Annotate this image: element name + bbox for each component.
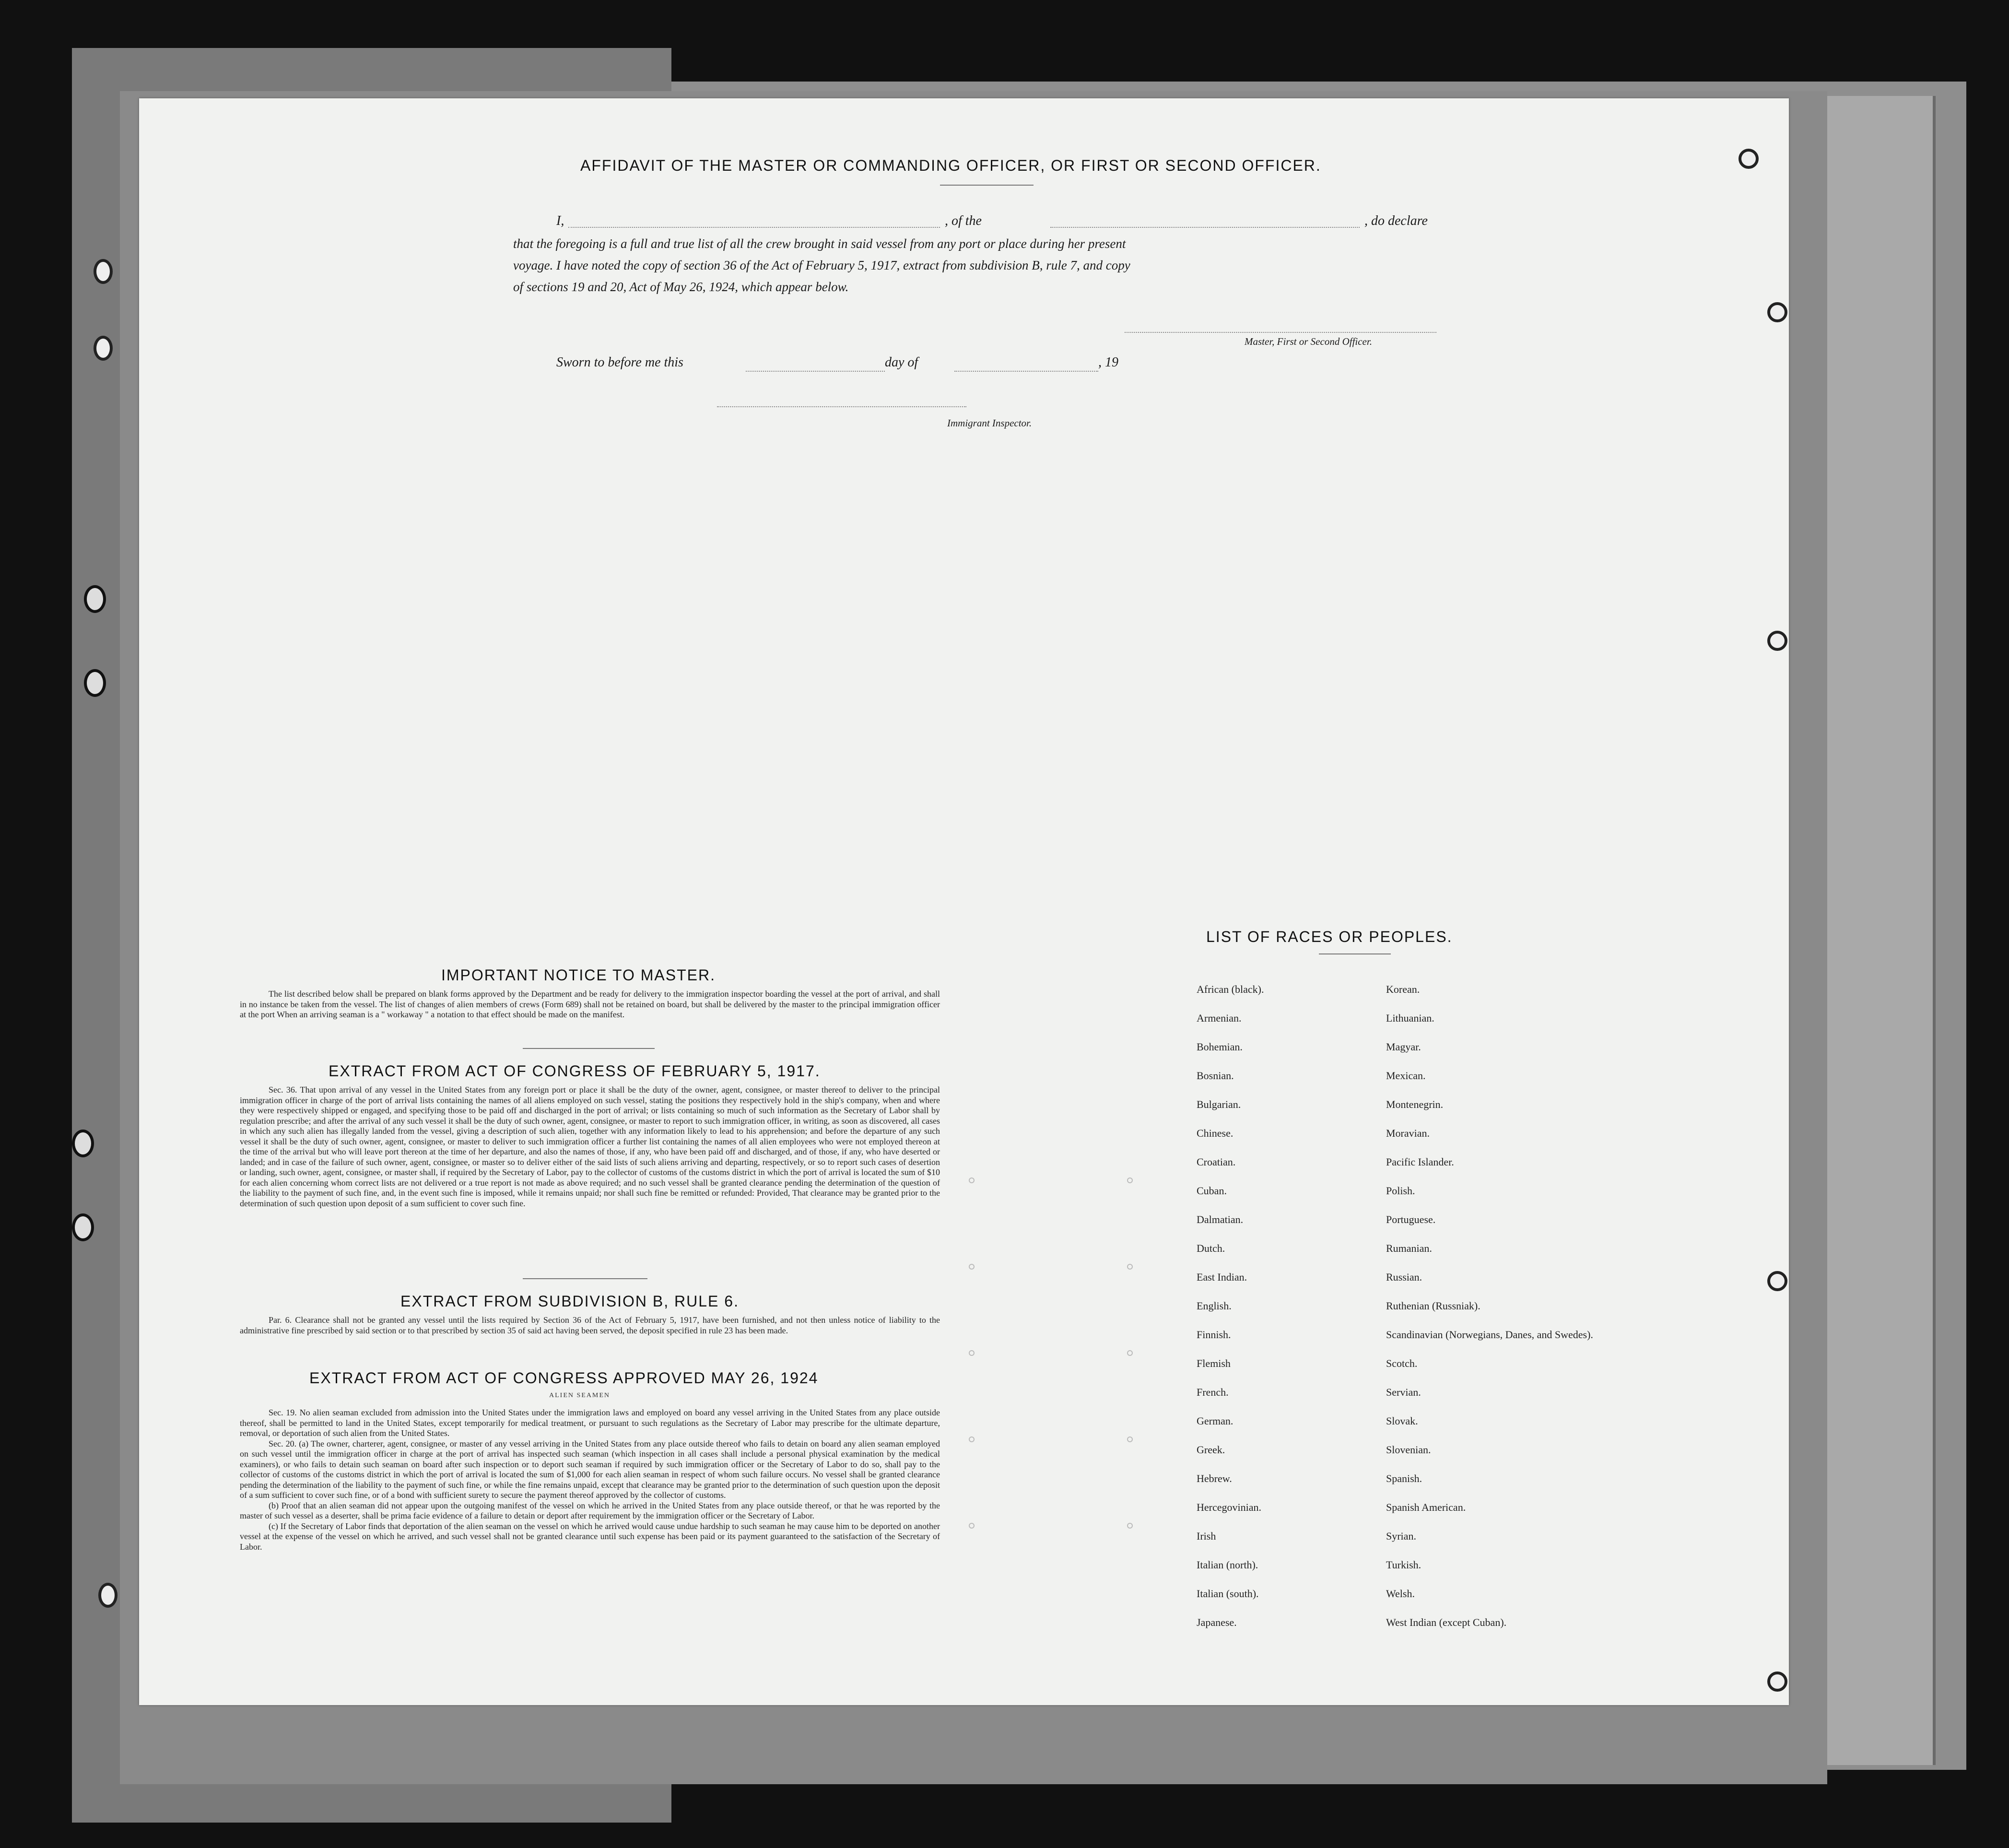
race-list-item: Magyar. xyxy=(1386,1041,1421,1053)
subdivision-text xyxy=(240,1315,940,1336)
sec-20a-paragraph: Sec. 20. (a) The owner, charterer, agent, consignee, or master of any vessel arriving in the United States from any place outside thereof who fails to detain on board any alien seaman employed on such vessel until the immigration officer in charge at the port of arrival has inspected such seaman (which inspection in all cases shall include a personal physical examination by the medical examiners), or who fails to detain such seaman on board after such inspection or to deport such seaman if required by such immigration officer or the Secretary of Labor to do so, shall pay to the collector of customs of the customs district in which the port of arrival is located the sum of $1,000 for each alien seaman in respect of whom such failure occurs. No vessel shall be granted clearance pending the determination of the liability to the payment of such fine, or while the fine remains unpaid, except that clearance may be granted prior to the determination of such question upon the deposit of a sum sufficient to cover such fine, or of a bond with sufficient surety to secure the payment thereof approved by the collector of customs. xyxy=(240,1438,940,1500)
page-hole-icon xyxy=(1767,302,1787,322)
sec-36-paragraph: Sec. 36. That upon arrival of any vessel in the United States from any foreign port or place it shall be the duty of the owner, agent, consignee, or master thereof to deliver to the principal immigration officer in charge of the port of arrival lists containing the names of all aliens employed on such vessel, stating the positions they respectively hold in the ship's company, when and where they were respectively shipped or engaged, and specifying those to be paid off and discharged in the port of arrival; or lists containing so much of such information as the Secretary of Labor shall by regulation prescribe; and after the arrival of any such vessel it shall be the duty of such owner, agent, consignee, or master to report to such immigration officer, in writing, as soon as discovered, all cases in which any such alien has illegally landed from the vessel, giving a description of such alien, together with any information likely to lead to his apprehension; and before the departure of any such vessel it shall be the duty of such owner, agent, consignee, or master to deliver to such immigration officer a further list containing the names of all alien employees who were not employed thereon at the time of the arrival but who will leave port thereon at the time of her departure, and also the names of those, if any, who have been paid off and discharged, and of those, if any, who have deserted or landed; and in case of the failure of such owner, agent, consignee, or master so to deliver either of the said lists of such aliens arriving and departing, respectively, or so to report such cases of desertion or landing, such owner, agent, consignee, or master shall, if required by the Secretary of Labor, pay to the collector of customs of the customs district in which the port of arrival is located the sum of $10 for each alien concerning whom correct lists are not delivered or a true report is not made as above required; and no such vessel shall be granted clearance pending the determination of the question of the liability to the payment of such fine, and, in the event such fine is imposed, while it remains unpaid; nor shall such fine be remitted or refunded: Provided, That clearance may be granted prior to the determination of such question upon deposit of a sum sufficient to cover such fine. xyxy=(240,1085,940,1208)
races-list-left xyxy=(1197,983,1379,1645)
race-list-item: Bulgarian. xyxy=(1197,1098,1241,1110)
race-list-item: Chinese. xyxy=(1197,1127,1234,1139)
race-list-item: Italian (south). xyxy=(1197,1588,1259,1600)
race-list-item: Slovenian. xyxy=(1386,1444,1431,1456)
faint-mark xyxy=(1127,1264,1133,1270)
races-list-right xyxy=(1386,983,1626,1645)
subdivision-title: EXTRACT FROM SUBDIVISION B, RULE 6. xyxy=(400,1293,739,1310)
sworn-month-blank xyxy=(954,371,1098,372)
race-list-item: Japanese. xyxy=(1197,1616,1237,1628)
section-divider xyxy=(523,1278,647,1279)
race-list-item: Russian. xyxy=(1386,1271,1422,1283)
race-list-item: East Indian. xyxy=(1197,1271,1247,1283)
binder-hole-icon xyxy=(84,669,106,697)
sec-20c-paragraph: (c) If the Secretary of Labor finds that deportation of the alien seaman on the vessel on which he arrived would cause undue hardship to such seaman he may cause him to be deported on another vessel at the expense of the vessel on which he arrived, and such vessel shall not be granted clearance until such expense has been paid or its payment guaranteed to the satisfaction of the Secretary of Labor. xyxy=(240,1521,940,1552)
race-list-item: Spanish. xyxy=(1386,1472,1422,1484)
races-title: LIST OF RACES OR PEOPLES. xyxy=(1206,928,1453,945)
race-list-item: Montenegrin. xyxy=(1386,1098,1444,1110)
inspector-signature-blank xyxy=(717,406,966,407)
race-list-item: Flemish xyxy=(1197,1357,1231,1369)
race-list-item: French. xyxy=(1197,1386,1229,1398)
document-page xyxy=(139,98,1789,1705)
faint-mark xyxy=(969,1177,975,1183)
races-title-underline xyxy=(1319,953,1391,954)
alien-seamen-subtitle: ALIEN SEAMEN xyxy=(549,1392,611,1399)
race-list-item: English. xyxy=(1197,1300,1232,1312)
race-list-item: Italian (north). xyxy=(1197,1559,1258,1571)
title-underline xyxy=(940,185,1034,186)
name-blank xyxy=(568,227,940,228)
race-list-item: Dalmatian. xyxy=(1197,1213,1244,1225)
faint-mark xyxy=(1127,1350,1133,1356)
master-signature-blank xyxy=(1125,332,1436,333)
section-divider xyxy=(523,1048,655,1049)
race-list-item: Bohemian. xyxy=(1197,1041,1243,1053)
extract-1924-title: EXTRACT FROM ACT OF CONGRESS APPROVED MAY 26, 1924 xyxy=(309,1369,819,1387)
day-of-text: day of xyxy=(885,355,918,370)
vessel-blank xyxy=(1050,227,1360,228)
binder-hole-icon xyxy=(94,259,113,284)
affidavit-title: AFFIDAVIT OF THE MASTER OR COMMANDING OFFICER, OR FIRST OR SECOND OFFICER. xyxy=(580,157,1321,174)
par-6-paragraph: Par. 6. Clearance shall not be granted any vessel until the lists required by Section 36 of the Act of February 5, 1917, have been furnished, and not then unless notice of liability to the administrative fine prescribed by said section or to that prescribed by section 35 of said act having been served, the deposit specified in rule 23 has been made. xyxy=(240,1315,940,1335)
faint-mark xyxy=(1127,1436,1133,1442)
notice-title: IMPORTANT NOTICE TO MASTER. xyxy=(441,966,716,984)
race-list-item: African (black). xyxy=(1197,983,1264,995)
race-list-item: Dutch. xyxy=(1197,1242,1225,1254)
page-hole-icon xyxy=(1767,1271,1787,1291)
race-list-item: Lithuanian. xyxy=(1386,1012,1434,1024)
faint-mark xyxy=(969,1350,975,1356)
race-list-item: Mexican. xyxy=(1386,1070,1426,1082)
race-list-item: Scotch. xyxy=(1386,1357,1418,1369)
race-list-item: Ruthenian (Russniak). xyxy=(1386,1300,1480,1312)
year-text: , 19 xyxy=(1098,355,1118,370)
race-list-item: German. xyxy=(1197,1415,1234,1427)
affidavit-of-the: , of the xyxy=(945,213,982,228)
affidavit-i: I, xyxy=(556,213,564,228)
faint-mark xyxy=(1127,1177,1133,1183)
page-hole-icon xyxy=(1767,1671,1787,1692)
race-list-item: Scandinavian (Norwegians, Danes, and Swedes). xyxy=(1386,1329,1593,1341)
race-list-item: Hebrew. xyxy=(1197,1472,1232,1484)
notice-paragraph: The list described below shall be prepared on blank forms approved by the Department and be ready for delivery to the immigration inspector boarding the vessel at the port of arrival, and shall in no instance be taken from the vessel. The list of changes of alien members of crews (Form 689) shall not be retained on board, but shall be delivered by the master to the principal immigration officer at the port When an arriving seaman is a " workaway " a notation to that effect should be made on the manifest. xyxy=(240,989,940,1019)
race-list-item: Croatian. xyxy=(1197,1156,1236,1168)
sec-19-paragraph: Sec. 19. No alien seaman excluded from admission into the United States under the immigration laws and employed on board any vessel arriving in the United States from any place outside thereof, shall be permitted to land in the United States, except temporarily for medical treatment, or pursuant to such regulations as the Secretary of Labor may prescribe for the ultimate departure, removal, or deportation of such alien from the United States. xyxy=(240,1408,940,1438)
master-signature-label: Master, First or Second Officer. xyxy=(1245,336,1372,347)
race-list-item: Armenian. xyxy=(1197,1012,1242,1024)
race-list-item: Servian. xyxy=(1386,1386,1421,1398)
page-hole-icon xyxy=(1767,631,1787,651)
extract-1917-text xyxy=(240,1085,940,1209)
race-list-item: Bosnian. xyxy=(1197,1070,1234,1082)
inspector-label: Immigrant Inspector. xyxy=(947,417,1032,429)
binder-hole-icon xyxy=(84,585,106,613)
race-list-item: Finnish. xyxy=(1197,1329,1231,1341)
faint-mark xyxy=(1127,1523,1133,1529)
extract-1917-title: EXTRACT FROM ACT OF CONGRESS OF FEBRUARY 5, 1917. xyxy=(329,1062,821,1080)
race-list-item: Cuban. xyxy=(1197,1185,1227,1197)
race-list-item: Slovak. xyxy=(1386,1415,1418,1427)
page-hole-icon xyxy=(1739,149,1759,169)
sworn-day-blank xyxy=(746,371,885,372)
race-list-item: Portuguese. xyxy=(1386,1213,1436,1225)
race-list-item: Polish. xyxy=(1386,1185,1415,1197)
affidavit-line-2: voyage. I have noted the copy of section 36 of the Act of February 5, 1917, extract from subdivision B, rule 7, and copy xyxy=(513,258,1130,272)
faint-mark xyxy=(969,1436,975,1442)
race-list-item: Korean. xyxy=(1386,983,1420,995)
affidavit-line-1: that the foregoing is a full and true list of all the crew brought in said vessel from any port or place during her present xyxy=(513,236,1126,251)
binder-hole-icon xyxy=(94,336,113,361)
binder-hole-icon xyxy=(72,1130,94,1157)
race-list-item: Irish xyxy=(1197,1530,1216,1542)
race-list-item: Pacific Islander. xyxy=(1386,1156,1454,1168)
extract-1924-text xyxy=(240,1408,940,1552)
race-list-item: West Indian (except Cuban). xyxy=(1386,1616,1507,1628)
race-list-item: Hercegovinian. xyxy=(1197,1501,1261,1513)
affidavit-line-3: of sections 19 and 20, Act of May 26, 1924, which appear below. xyxy=(513,280,849,294)
sworn-text: Sworn to before me this xyxy=(556,355,683,370)
race-list-item: Turkish. xyxy=(1386,1559,1422,1571)
notice-text xyxy=(240,989,940,1020)
race-list-item: Welsh. xyxy=(1386,1588,1415,1600)
race-list-item: Spanish American. xyxy=(1386,1501,1466,1513)
race-list-item: Rumanian. xyxy=(1386,1242,1432,1254)
race-list-item: Greek. xyxy=(1197,1444,1225,1456)
binder-hole-icon xyxy=(72,1213,94,1241)
binder-hole-icon xyxy=(98,1583,117,1608)
faint-mark xyxy=(969,1264,975,1270)
race-list-item: Moravian. xyxy=(1386,1127,1430,1139)
sec-20b-paragraph: (b) Proof that an alien seaman did not appear upon the outgoing manifest of the vessel on which he arrived in the United States from any place outside thereof, or that he was reported by the master of such vessel as a deserter, shall be prima facie evidence of a failure to detain or deport after requirement by the immigration officer or the Secretary of Labor. xyxy=(240,1500,940,1520)
affidavit-do-declare: , do declare xyxy=(1364,213,1428,228)
faint-mark xyxy=(969,1523,975,1529)
race-list-item: Syrian. xyxy=(1386,1530,1416,1542)
